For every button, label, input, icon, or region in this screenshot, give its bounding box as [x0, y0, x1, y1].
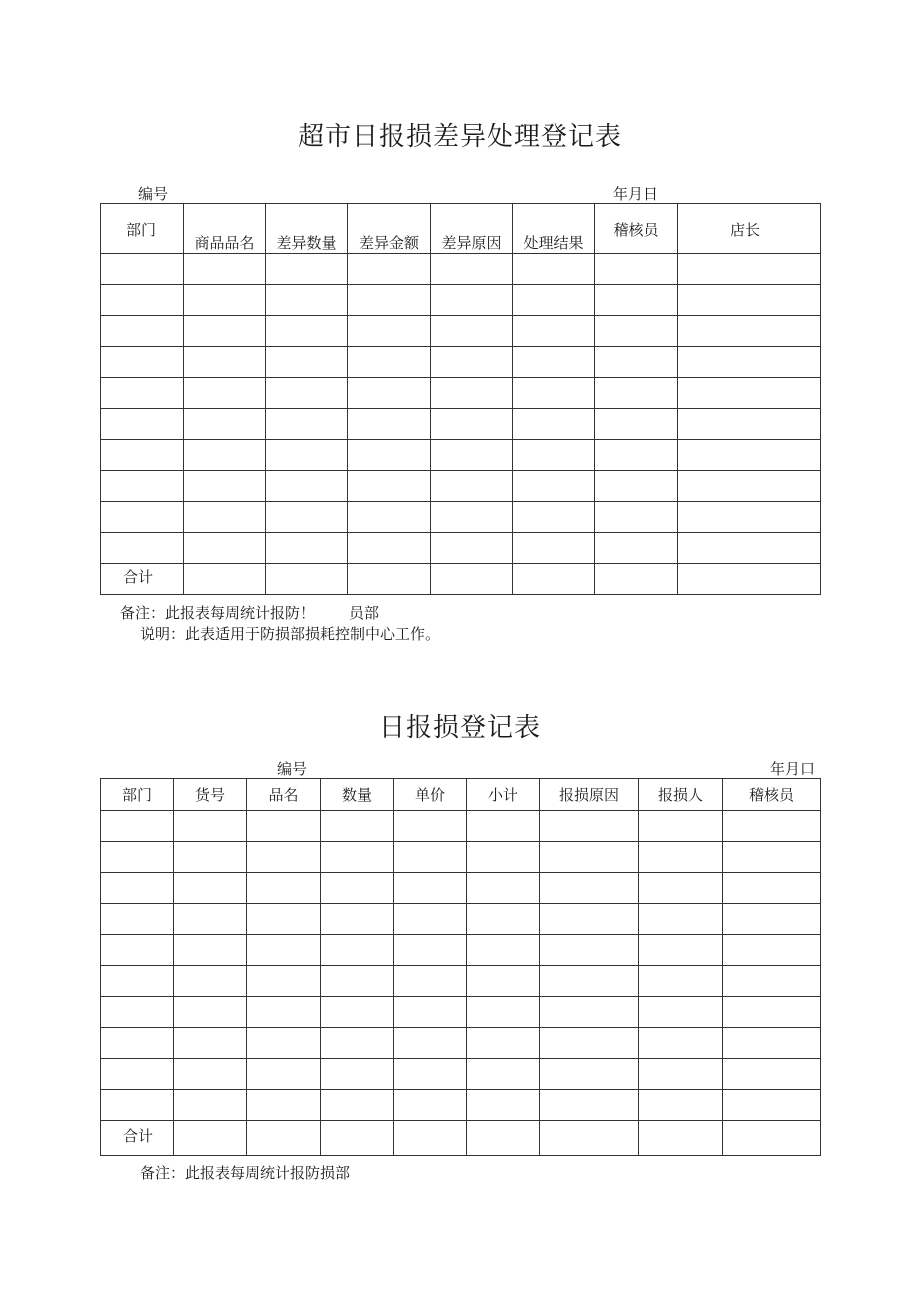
table-cell[interactable] [431, 502, 513, 533]
form1-title: 超市日报损差异处理登记表 [297, 122, 622, 152]
form2-total-row [101, 1121, 821, 1156]
table-cell[interactable] [174, 1121, 247, 1156]
table-cell[interactable] [101, 935, 174, 966]
table-cell[interactable] [394, 873, 467, 904]
table-cell[interactable] [394, 1121, 467, 1156]
table-cell[interactable] [247, 1121, 321, 1156]
table-cell[interactable] [101, 440, 184, 471]
table-cell[interactable] [348, 254, 431, 285]
table-cell[interactable] [639, 1059, 723, 1090]
table-cell[interactable] [101, 997, 174, 1028]
table-cell[interactable] [678, 440, 821, 471]
form1-header-cell: 差异原因 [431, 204, 513, 254]
table-cell[interactable] [467, 1028, 540, 1059]
table-cell[interactable] [595, 471, 678, 502]
table-cell[interactable] [174, 1028, 247, 1059]
table-row [101, 966, 821, 997]
table-cell[interactable] [348, 347, 431, 378]
table-cell[interactable] [540, 842, 639, 873]
table-cell[interactable] [595, 564, 678, 595]
table-cell[interactable] [348, 564, 431, 595]
table-cell[interactable] [467, 966, 540, 997]
table-cell[interactable] [101, 502, 184, 533]
table-cell[interactable] [639, 904, 723, 935]
table-row [101, 409, 821, 440]
table-cell[interactable] [595, 347, 678, 378]
table-cell[interactable] [723, 966, 821, 997]
table-cell[interactable] [101, 378, 184, 409]
table-cell[interactable] [174, 997, 247, 1028]
table-cell[interactable] [174, 842, 247, 873]
table-cell[interactable] [513, 378, 595, 409]
table-row [101, 347, 821, 378]
table-cell[interactable] [247, 1090, 321, 1121]
table-cell[interactable] [321, 1121, 394, 1156]
table-cell[interactable] [184, 471, 266, 502]
table-cell[interactable] [348, 440, 431, 471]
table-row [101, 811, 821, 842]
table-cell[interactable] [394, 966, 467, 997]
table-cell[interactable] [266, 316, 348, 347]
form2-number-label: 编号 [277, 760, 308, 778]
table-cell[interactable] [348, 533, 431, 564]
table-cell[interactable] [540, 1121, 639, 1156]
table-cell[interactable] [723, 1059, 821, 1090]
table-cell[interactable] [723, 873, 821, 904]
table-cell[interactable] [348, 471, 431, 502]
table-cell[interactable] [678, 533, 821, 564]
table-cell[interactable] [639, 842, 723, 873]
table-cell[interactable] [513, 409, 595, 440]
table-cell[interactable] [431, 440, 513, 471]
table-cell[interactable] [723, 997, 821, 1028]
table-cell[interactable] [321, 1059, 394, 1090]
table-cell[interactable] [247, 1028, 321, 1059]
form1-note-suffix: 员部 [349, 604, 380, 622]
table-row [101, 533, 821, 564]
table-cell[interactable] [101, 873, 174, 904]
table-cell[interactable] [394, 1059, 467, 1090]
table-cell[interactable] [266, 378, 348, 409]
table-cell[interactable] [348, 502, 431, 533]
form2-header-cell: 数量 [321, 779, 394, 811]
table-cell[interactable] [639, 935, 723, 966]
table-cell[interactable] [639, 1121, 723, 1156]
table-cell[interactable] [540, 997, 639, 1028]
form1-header-row [101, 204, 821, 254]
table-cell[interactable] [266, 502, 348, 533]
table-cell[interactable] [266, 533, 348, 564]
table-cell[interactable] [184, 378, 266, 409]
table-cell[interactable] [174, 873, 247, 904]
table-cell[interactable] [101, 1028, 174, 1059]
table-cell[interactable] [394, 997, 467, 1028]
table-cell[interactable] [467, 1090, 540, 1121]
table-cell[interactable] [595, 502, 678, 533]
table-cell[interactable] [247, 904, 321, 935]
table-row [101, 997, 821, 1028]
table-row [101, 502, 821, 533]
table-cell[interactable] [184, 440, 266, 471]
table-cell[interactable] [184, 285, 266, 316]
table-cell[interactable] [595, 378, 678, 409]
table-cell[interactable] [678, 564, 821, 595]
table-cell[interactable] [513, 254, 595, 285]
table-cell[interactable] [595, 533, 678, 564]
table-cell[interactable] [595, 285, 678, 316]
table-cell[interactable] [101, 1059, 174, 1090]
table-cell[interactable] [101, 904, 174, 935]
table-cell[interactable] [184, 316, 266, 347]
table-cell[interactable] [639, 1090, 723, 1121]
table-cell[interactable] [513, 471, 595, 502]
table-cell[interactable] [467, 997, 540, 1028]
table-cell[interactable] [394, 935, 467, 966]
table-cell[interactable] [348, 409, 431, 440]
table-cell[interactable] [174, 935, 247, 966]
form2-header-cell: 报损原因 [540, 779, 639, 811]
form1-header-cell: 稽核员 [595, 204, 678, 254]
form2-header-cell: 部门 [101, 779, 174, 811]
table-cell[interactable] [513, 285, 595, 316]
table-cell[interactable] [431, 347, 513, 378]
table-cell[interactable] [540, 811, 639, 842]
form2-header-cell: 货号 [174, 779, 247, 811]
form1-header-cell: 商品品名 [184, 204, 266, 254]
table-cell[interactable] [678, 502, 821, 533]
table-cell[interactable] [431, 378, 513, 409]
table-cell[interactable] [101, 347, 184, 378]
table-cell[interactable] [394, 842, 467, 873]
table-cell[interactable] [394, 1028, 467, 1059]
table-row [101, 471, 821, 502]
form1-explanation: 说明：此表适用于防损部损耗控制中心工作。 [140, 625, 441, 643]
table-cell[interactable] [348, 285, 431, 316]
table-cell[interactable] [394, 811, 467, 842]
table-cell[interactable] [540, 935, 639, 966]
table-cell[interactable] [431, 471, 513, 502]
table-cell[interactable] [723, 811, 821, 842]
table-cell[interactable] [467, 904, 540, 935]
table-row [101, 1090, 821, 1121]
form1-total-label: 合计 [101, 564, 184, 595]
table-cell[interactable] [639, 966, 723, 997]
table-cell[interactable] [723, 1121, 821, 1156]
table-cell[interactable] [247, 966, 321, 997]
table-cell[interactable] [247, 997, 321, 1028]
form2-header-cell: 报损人 [639, 779, 723, 811]
table-cell[interactable] [266, 347, 348, 378]
form1-note: 备注：此报表每周统计报防！ [120, 604, 316, 622]
table-cell[interactable] [101, 811, 174, 842]
table-cell[interactable] [101, 254, 184, 285]
table-cell[interactable] [348, 378, 431, 409]
table-cell[interactable] [431, 533, 513, 564]
table-cell[interactable] [678, 409, 821, 440]
table-cell[interactable] [513, 316, 595, 347]
table-cell[interactable] [321, 811, 394, 842]
table-cell[interactable] [184, 502, 266, 533]
table-cell[interactable] [723, 1090, 821, 1121]
table-cell[interactable] [540, 966, 639, 997]
table-cell[interactable] [247, 935, 321, 966]
form1-number-label: 编号 [138, 185, 169, 203]
table-cell[interactable] [321, 1028, 394, 1059]
table-cell[interactable] [540, 1028, 639, 1059]
form1-table [100, 203, 821, 595]
table-cell[interactable] [348, 316, 431, 347]
table-cell[interactable] [467, 873, 540, 904]
table-row [101, 440, 821, 471]
table-cell[interactable] [266, 440, 348, 471]
table-cell[interactable] [540, 1090, 639, 1121]
table-cell[interactable] [184, 254, 266, 285]
table-cell[interactable] [247, 873, 321, 904]
table-cell[interactable] [639, 1028, 723, 1059]
table-cell[interactable] [723, 1028, 821, 1059]
table-cell[interactable] [184, 347, 266, 378]
form2-note: 备注：此报表每周统计报防损部 [140, 1164, 351, 1182]
table-cell[interactable] [101, 409, 184, 440]
form2-header-row [101, 779, 821, 811]
table-cell[interactable] [431, 285, 513, 316]
form2-table [100, 778, 821, 1156]
table-cell[interactable] [321, 873, 394, 904]
table-cell[interactable] [247, 842, 321, 873]
table-cell[interactable] [467, 1121, 540, 1156]
table-cell[interactable] [321, 904, 394, 935]
table-row [101, 935, 821, 966]
table-cell[interactable] [467, 811, 540, 842]
table-cell[interactable] [184, 533, 266, 564]
table-cell[interactable] [639, 997, 723, 1028]
table-cell[interactable] [321, 935, 394, 966]
table-cell[interactable] [101, 285, 184, 316]
table-cell[interactable] [678, 378, 821, 409]
form1-header-cell: 店长 [678, 204, 821, 254]
table-cell[interactable] [266, 409, 348, 440]
table-cell[interactable] [174, 966, 247, 997]
table-cell[interactable] [467, 1059, 540, 1090]
table-cell[interactable] [513, 533, 595, 564]
table-cell[interactable] [174, 904, 247, 935]
form1-header-cell: 差异数量 [266, 204, 348, 254]
table-cell[interactable] [431, 409, 513, 440]
table-cell[interactable] [321, 997, 394, 1028]
table-cell[interactable] [266, 564, 348, 595]
table-cell[interactable] [513, 440, 595, 471]
table-cell[interactable] [394, 904, 467, 935]
table-cell[interactable] [678, 347, 821, 378]
table-cell[interactable] [513, 347, 595, 378]
form1-header-cell: 部门 [101, 204, 184, 254]
table-cell[interactable] [101, 533, 184, 564]
table-row [101, 904, 821, 935]
table-cell[interactable] [678, 254, 821, 285]
table-cell[interactable] [101, 966, 174, 997]
table-cell[interactable] [595, 440, 678, 471]
table-cell[interactable] [467, 935, 540, 966]
table-cell[interactable] [513, 564, 595, 595]
table-cell[interactable] [639, 811, 723, 842]
table-cell[interactable] [431, 316, 513, 347]
table-cell[interactable] [101, 1090, 174, 1121]
table-row [101, 1028, 821, 1059]
table-cell[interactable] [101, 316, 184, 347]
form2-total-label: 合计 [101, 1121, 174, 1156]
table-row [101, 842, 821, 873]
table-cell[interactable] [678, 285, 821, 316]
table-cell[interactable] [394, 1090, 467, 1121]
table-cell[interactable] [101, 842, 174, 873]
form1-header-cell: 差异金额 [348, 204, 431, 254]
table-cell[interactable] [639, 873, 723, 904]
table-cell[interactable] [321, 1090, 394, 1121]
table-cell[interactable] [431, 564, 513, 595]
table-cell[interactable] [595, 254, 678, 285]
table-cell[interactable] [540, 1059, 639, 1090]
table-cell[interactable] [540, 904, 639, 935]
table-cell[interactable] [321, 966, 394, 997]
form2-header-cell: 品名 [247, 779, 321, 811]
table-row [101, 378, 821, 409]
table-cell[interactable] [723, 904, 821, 935]
table-row [101, 316, 821, 347]
table-cell[interactable] [467, 842, 540, 873]
table-cell[interactable] [174, 1090, 247, 1121]
form2-header-cell: 单价 [394, 779, 467, 811]
form2-date-label: 年月口 [770, 760, 816, 778]
table-cell[interactable] [431, 254, 513, 285]
form1-header-cell: 处理结果 [513, 204, 595, 254]
table-cell[interactable] [247, 1059, 321, 1090]
form2-header-cell: 稽核员 [723, 779, 821, 811]
form2-title: 日报损登记表 [378, 713, 541, 743]
form1-total-row [101, 564, 821, 595]
table-cell[interactable] [540, 873, 639, 904]
table-cell[interactable] [513, 502, 595, 533]
table-row [101, 254, 821, 285]
form2-header-cell: 小计 [467, 779, 540, 811]
table-cell[interactable] [723, 935, 821, 966]
table-cell[interactable] [678, 316, 821, 347]
table-row [101, 873, 821, 904]
table-row [101, 285, 821, 316]
table-row [101, 1059, 821, 1090]
table-cell[interactable] [266, 254, 348, 285]
table-cell[interactable] [174, 1059, 247, 1090]
table-cell[interactable] [266, 471, 348, 502]
table-cell[interactable] [247, 811, 321, 842]
table-cell[interactable] [595, 316, 678, 347]
table-cell[interactable] [321, 842, 394, 873]
table-cell[interactable] [184, 564, 266, 595]
form1-date-label: 年月日 [613, 185, 659, 203]
table-cell[interactable] [174, 811, 247, 842]
table-cell[interactable] [101, 471, 184, 502]
table-cell[interactable] [595, 409, 678, 440]
table-cell[interactable] [678, 471, 821, 502]
table-cell[interactable] [184, 409, 266, 440]
table-cell[interactable] [266, 285, 348, 316]
table-cell[interactable] [723, 842, 821, 873]
